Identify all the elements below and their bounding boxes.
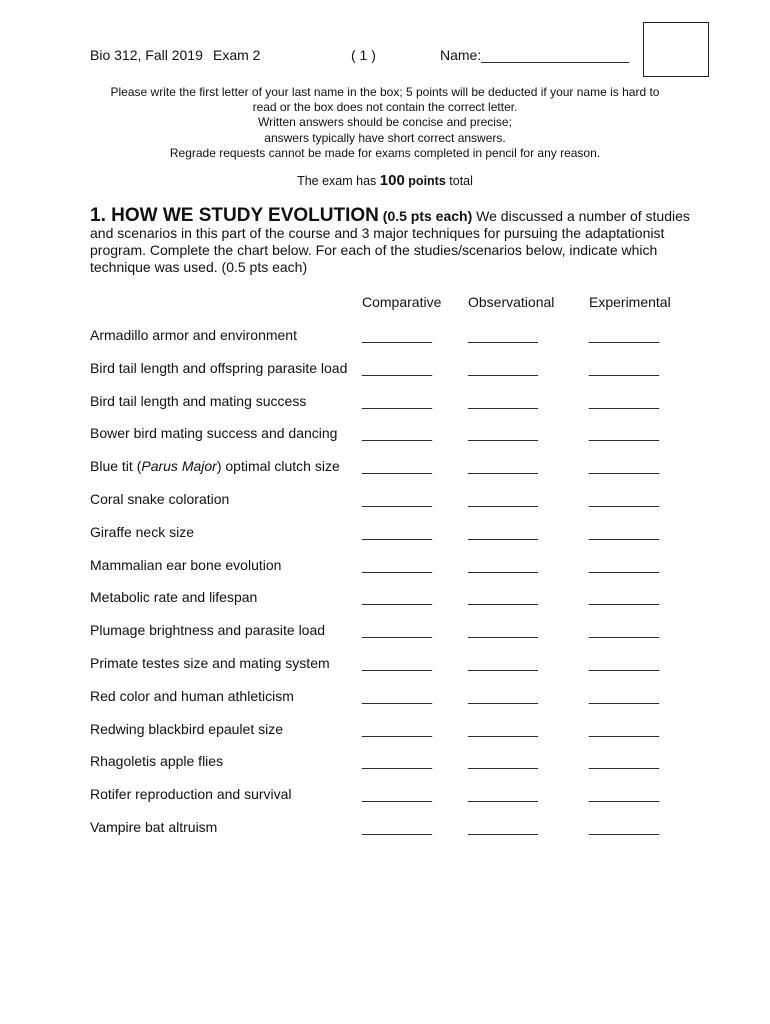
- answer-blank-comparative[interactable]: _________: [362, 392, 433, 409]
- study-row: [0, 425, 770, 445]
- study-row: [0, 688, 770, 708]
- answer-blank-comparative[interactable]: _________: [362, 655, 433, 671]
- answer-blank-comparative[interactable]: _________: [362, 819, 433, 835]
- answer-blank-comparative[interactable]: _________: [362, 622, 433, 639]
- answer-blank-experimental[interactable]: _________: [589, 458, 660, 475]
- study-row: [0, 524, 770, 544]
- answer-blank-experimental[interactable]: _________: [589, 720, 660, 737]
- answer-blank-observational[interactable]: _________: [468, 327, 539, 343]
- total-points-word: points: [408, 174, 446, 188]
- study-label: Primate testes size and mating system: [90, 655, 330, 671]
- header-name-field[interactable]: Name:___________________: [440, 47, 630, 63]
- study-label: [90, 458, 340, 474]
- answer-blank-experimental[interactable]: _________: [589, 687, 660, 704]
- answer-blank-observational[interactable]: _________: [468, 491, 539, 507]
- answer-blank-comparative[interactable]: _________: [362, 556, 433, 573]
- study-label: Plumage brightness and parasite load: [90, 622, 326, 639]
- total-points: 100: [379, 172, 405, 189]
- study-label: Metabolic rate and lifespan: [90, 589, 258, 606]
- study-label: Giraffe neck size: [90, 523, 195, 540]
- answer-blank-comparative[interactable]: _________: [362, 458, 433, 475]
- answer-blank-observational[interactable]: _________: [468, 622, 539, 639]
- instruction-line: Written answers should be concise and precise;: [258, 115, 512, 130]
- question-1-text: We discussed a number of studies and scenarios in this part of the course and 3 major techniques for pursuing the adaptationist program. Complete the chart below. For each of the studies/scenarios below, indicate which technique was used. (0.5 pts each): [90, 208, 690, 275]
- header-course: Bio 312, Fall 2019: [90, 47, 203, 63]
- study-label: Bird tail length and mating success: [90, 392, 307, 409]
- answer-blank-comparative[interactable]: _________: [362, 359, 433, 376]
- answer-blank-comparative[interactable]: _________: [362, 753, 433, 770]
- answer-blank-experimental[interactable]: _________: [589, 753, 660, 770]
- answer-blank-experimental[interactable]: _________: [589, 819, 660, 835]
- instruction-line: answers typically have short correct answers.: [264, 130, 506, 145]
- answer-blank-observational[interactable]: _________: [468, 359, 539, 376]
- answer-blank-comparative[interactable]: _________: [362, 327, 433, 343]
- study-label: Red color and human athleticism: [90, 687, 294, 704]
- study-row: [0, 360, 770, 380]
- answer-blank-observational[interactable]: _________: [468, 392, 539, 409]
- answer-blank-experimental[interactable]: _________: [589, 327, 660, 343]
- answer-blank-comparative[interactable]: _________: [362, 589, 433, 606]
- answer-blank-experimental[interactable]: _________: [589, 589, 660, 606]
- study-row: [0, 393, 770, 413]
- answer-blank-experimental[interactable]: _________: [589, 786, 660, 803]
- column-header-observational: Observational: [468, 294, 555, 310]
- study-label-part: Blue tit (: [90, 458, 142, 475]
- instruction-line: read or the box does not contain the correct letter.: [252, 100, 518, 115]
- header-exam: Exam 2: [213, 47, 261, 63]
- study-label: Bower bird mating success and dancing: [90, 425, 338, 442]
- study-row: [0, 557, 770, 577]
- answer-blank-comparative[interactable]: _________: [362, 491, 433, 507]
- exam-total: [0, 172, 770, 189]
- column-header-experimental: Experimental: [589, 294, 671, 310]
- answer-blank-observational[interactable]: _________: [468, 819, 539, 835]
- answer-blank-experimental[interactable]: _________: [589, 622, 660, 639]
- study-label: Vampire bat altruism: [90, 819, 218, 835]
- study-label: Rhagoletis apple flies: [90, 753, 224, 770]
- instruction-line: Please write the first letter of your last name in the box; 5 points will be deducted if your name is hard to: [110, 85, 660, 99]
- study-row: [0, 327, 770, 347]
- answer-blank-comparative[interactable]: _________: [362, 720, 433, 737]
- study-label: Mammalian ear bone evolution: [90, 556, 282, 573]
- answer-blank-comparative[interactable]: _________: [362, 523, 433, 540]
- study-label: Rotifer reproduction and survival: [90, 786, 292, 803]
- question-1: [90, 207, 690, 276]
- answer-blank-comparative[interactable]: _________: [362, 425, 433, 442]
- species-name: Parus Major: [141, 458, 217, 475]
- question-1-points: (0.5 pts each): [382, 208, 473, 224]
- study-row: [0, 753, 770, 773]
- study-row: [0, 491, 770, 511]
- study-row: [0, 458, 770, 478]
- study-label: Armadillo armor and environment: [90, 327, 297, 343]
- answer-blank-experimental[interactable]: _________: [589, 523, 660, 540]
- header-page-number: ( 1 ): [351, 47, 376, 63]
- study-row: [0, 655, 770, 675]
- column-header-comparative: Comparative: [362, 294, 442, 310]
- question-1-title: 1. HOW WE STUDY EVOLUTION: [90, 205, 379, 226]
- study-label: Bird tail length and offspring parasite load: [90, 359, 348, 376]
- answer-blank-observational[interactable]: _________: [468, 720, 539, 737]
- study-label: Coral snake coloration: [90, 491, 230, 507]
- total-suffix: total: [449, 174, 473, 188]
- answer-blank-observational[interactable]: _________: [468, 753, 539, 770]
- answer-blank-experimental[interactable]: _________: [589, 392, 660, 409]
- study-row: [0, 786, 770, 806]
- study-label-part: ) optimal clutch size: [216, 458, 340, 475]
- study-label: Redwing blackbird epaulet size: [90, 720, 283, 737]
- study-row: [0, 819, 770, 839]
- answer-blank-observational[interactable]: _________: [468, 458, 539, 475]
- answer-blank-experimental[interactable]: _________: [589, 556, 660, 573]
- study-row: [0, 721, 770, 741]
- answer-blank-comparative[interactable]: _________: [362, 687, 433, 704]
- answer-blank-observational[interactable]: _________: [468, 589, 539, 606]
- last-initial-box[interactable]: [643, 22, 709, 77]
- answer-blank-observational[interactable]: _________: [468, 687, 539, 704]
- answer-blank-observational[interactable]: _________: [468, 425, 539, 442]
- answer-blank-comparative[interactable]: _________: [362, 786, 433, 803]
- answer-blank-experimental[interactable]: _________: [589, 425, 660, 442]
- instruction-line: Regrade requests cannot be made for exams completed in pencil for any reason.: [169, 145, 601, 160]
- study-row: [0, 622, 770, 642]
- total-prefix: The exam has: [297, 174, 377, 188]
- study-row: [0, 589, 770, 609]
- instructions: [60, 85, 710, 161]
- answer-blank-observational[interactable]: _________: [468, 523, 539, 540]
- answer-blank-experimental[interactable]: _________: [589, 655, 660, 671]
- answer-blank-experimental[interactable]: _________: [589, 359, 660, 376]
- answer-blank-observational[interactable]: _________: [468, 655, 539, 671]
- answer-blank-observational[interactable]: _________: [468, 786, 539, 803]
- answer-blank-experimental[interactable]: _________: [589, 491, 660, 507]
- answer-blank-observational[interactable]: _________: [468, 556, 539, 573]
